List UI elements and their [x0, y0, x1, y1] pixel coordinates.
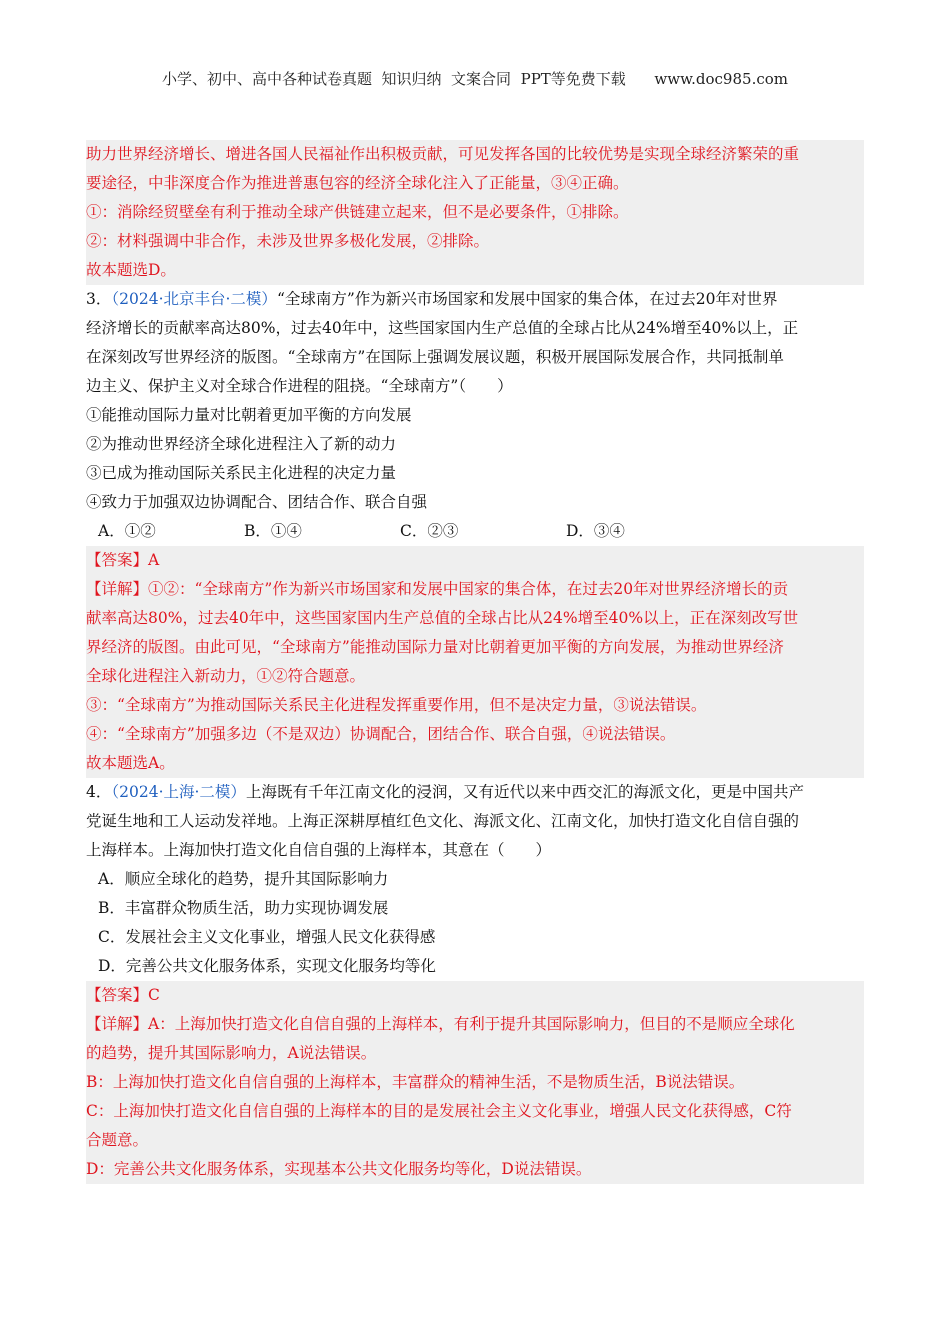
page-header: 小学、初中、高中各种试卷真题 知识归纳 文案合同 PPT等免费下载 www.doc985.com — [161, 70, 788, 88]
document-body — [86, 140, 864, 1184]
question-stem-text: “全球南方”作为新兴市场国家和发展中国家的集合体，在过去20年对世界 — [276, 290, 778, 308]
options-row — [86, 517, 864, 546]
detail-line: 献率高达80%，过去40年中，这些国家国内生产总值的全球占比从24%增至40%以上，正在深刻改写世 — [86, 604, 864, 633]
question-stem-text: 上海既有千年江南文化的浸润，又有近代以来中西交汇的海派文化，更是中国共产 — [245, 783, 804, 801]
option-d: D．完善公共文化服务体系，实现文化服务均等化 — [98, 957, 436, 975]
question-source: （2024·北京丰台·二模） — [111, 290, 277, 308]
question-4 — [86, 778, 864, 1184]
question-stem-line: 边主义、保护主义对全球合作进程的阻挠。“全球南方”（ ） — [86, 377, 513, 395]
statement-item: ④致力于加强双边协调配合、团结合作、联合自强 — [86, 493, 428, 511]
answer-line: 要途径，中非深度合作为推进普惠包容的经济全球化注入了正能量，③④正确。 — [86, 169, 864, 198]
answer-line: ②：材料强调中非合作，未涉及世界多极化发展，②排除。 — [86, 227, 864, 256]
answer-block — [86, 981, 864, 1184]
detail-line: 合题意。 — [86, 1126, 864, 1155]
detail-line: D：完善公共文化服务体系，实现基本公共文化服务均等化，D说法错误。 — [86, 1155, 864, 1184]
question-stem-line — [86, 778, 864, 807]
answer-label: 【答案】C — [86, 981, 864, 1010]
detail-line: 【详解】①②：“全球南方”作为新兴市场国家和发展中国家的集合体，在过去20年对世界经济增长的贡 — [86, 575, 864, 604]
detail-line: 界经济的版图。由此可见，“全球南方”能推动国际力量对比朝着更加平衡的方向发展，为推动世界经济 — [86, 633, 864, 662]
detail-line: 的趋势，提升其国际影响力，A说法错误。 — [86, 1039, 864, 1068]
option-a: A．①② — [98, 522, 156, 540]
answer-line: 助力世界经济增长、增进各国人民福祉作出积极贡献，可见发挥各国的比较优势是实现全球经济繁荣的重 — [86, 140, 864, 169]
option-c: C．②③ — [400, 522, 459, 540]
statement-item: ②为推动世界经济全球化进程注入了新的动力 — [86, 435, 397, 453]
option-a: A．顺应全球化的趋势，提升其国际影响力 — [98, 870, 389, 888]
question-number: 4． — [86, 783, 112, 801]
detail-line: B：上海加快打造文化自信自强的上海样本，丰富群众的精神生活，不是物质生活，B说法错误。 — [86, 1068, 864, 1097]
option-b: B．①④ — [244, 522, 302, 540]
question-3 — [86, 285, 864, 778]
question-stem-line: 上海样本。上海加快打造文化自信自强的上海样本，其意在（ ） — [86, 841, 552, 859]
detail-line: C：上海加快打造文化自信自强的上海样本的目的是发展社会主义文化事业，增强人民文化获得感，C符 — [86, 1097, 864, 1126]
answer-line: 故本题选D。 — [86, 256, 864, 285]
question-stem-line — [86, 285, 864, 314]
option-d: D．③④ — [566, 522, 625, 540]
statement-item: ③已成为推动国际关系民主化进程的决定力量 — [86, 464, 397, 482]
statement-item: ①能推动国际力量对比朝着更加平衡的方向发展 — [86, 406, 412, 424]
detail-line: 故本题选A。 — [86, 749, 864, 778]
question-stem-line: 党诞生地和工人运动发祥地。上海正深耕厚植红色文化、海派文化、江南文化，加快打造文化自信自强的 — [86, 812, 800, 830]
detail-line: ③：“全球南方”为推动国际关系民主化进程发挥重要作用，但不是决定力量，③说法错误。 — [86, 691, 864, 720]
detail-line: 全球化进程注入新动力，①②符合题意。 — [86, 662, 864, 691]
answer-line: ①：消除经贸壁垒有利于推动全球产供链建立起来，但不是必要条件，①排除。 — [86, 198, 864, 227]
question-stem-line: 经济增长的贡献率高达80%，过去40年中，这些国家国内生产总值的全球占比从24%增至40%以上，正 — [86, 319, 799, 337]
detail-line: 【详解】A：上海加快打造文化自信自强的上海样本，有利于提升其国际影响力，但目的不是顺应全球化 — [86, 1010, 864, 1039]
option-b: B．丰富群众物质生活，助力实现协调发展 — [98, 899, 389, 917]
question-source: （2024·上海·二模） — [111, 783, 246, 801]
question-stem-line: 在深刻改写世界经济的版图。“全球南方”在国际上强调发展议题，积极开展国际发展合作，共同抵制单 — [86, 348, 784, 366]
answer-label: 【答案】A — [86, 546, 864, 575]
option-c: C．发展社会主义文化事业，增强人民文化获得感 — [98, 928, 436, 946]
previous-answer-block — [86, 140, 864, 285]
question-number: 3． — [86, 290, 112, 308]
answer-block — [86, 546, 864, 778]
detail-line: ④：“全球南方”加强多边（不是双边）协调配合，团结合作、联合自强，④说法错误。 — [86, 720, 864, 749]
